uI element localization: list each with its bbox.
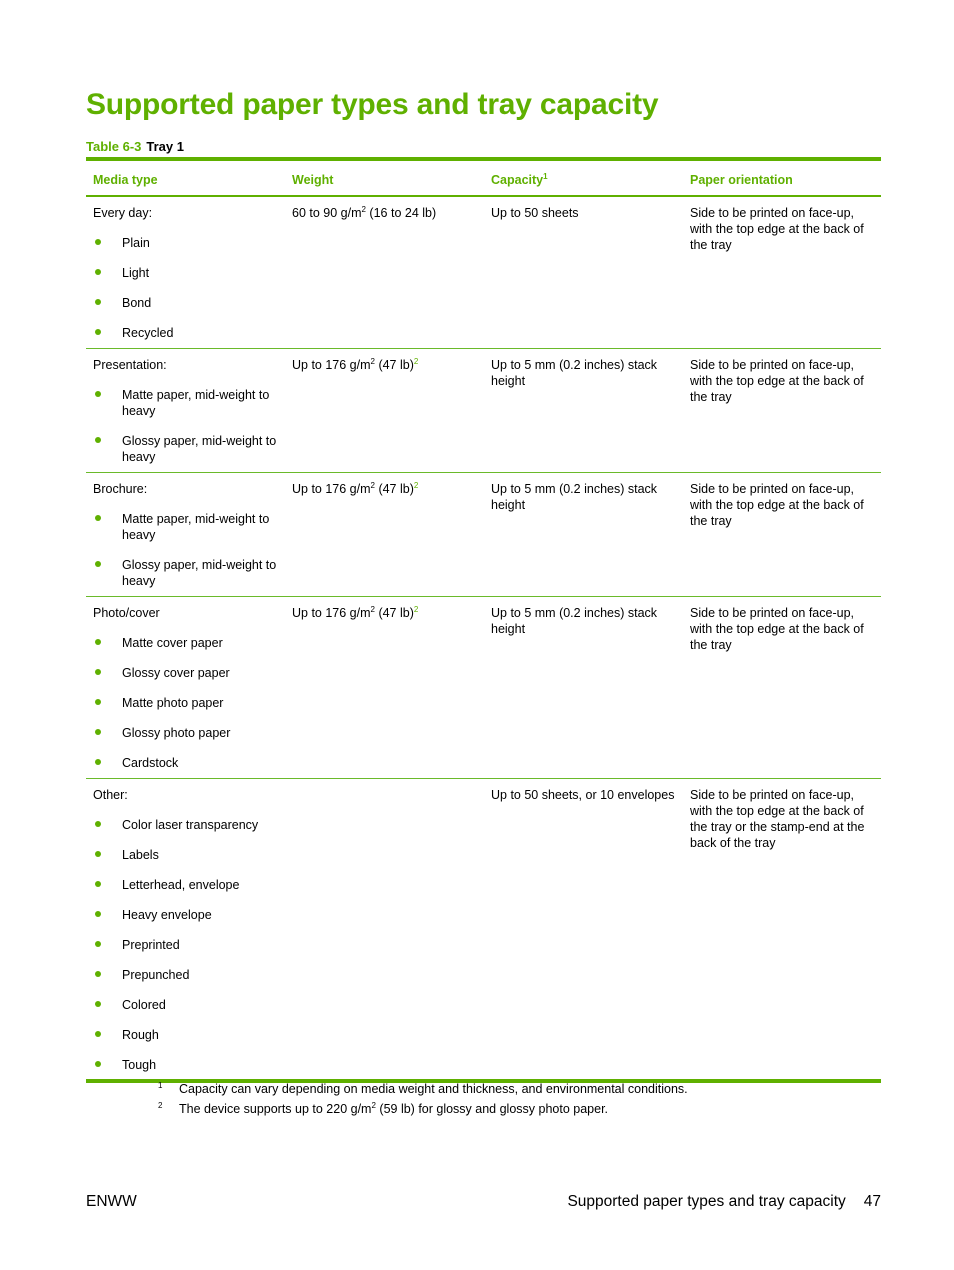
footnote-mark: 1 bbox=[158, 1081, 163, 1090]
media-item-label: Preprinted bbox=[122, 938, 180, 952]
orientation-cell: Side to be printed on face-up, with the top edge at the back of the tray bbox=[683, 349, 881, 473]
list-item bbox=[93, 725, 279, 741]
media-group-label: Presentation: bbox=[93, 358, 167, 372]
table-caption bbox=[86, 139, 184, 154]
media-group-label: Photo/cover bbox=[93, 606, 160, 620]
bullet-icon bbox=[95, 851, 101, 857]
media-list bbox=[93, 235, 279, 341]
capacity-cell: Up to 5 mm (0.2 inches) stack height bbox=[484, 473, 683, 597]
list-item bbox=[93, 665, 279, 681]
media-item-label: Matte paper, mid-weight to heavy bbox=[122, 388, 270, 418]
list-item bbox=[93, 325, 279, 341]
list-item bbox=[93, 511, 279, 543]
bullet-icon bbox=[95, 437, 101, 443]
weight-cell bbox=[285, 473, 484, 597]
list-item bbox=[93, 937, 279, 953]
list-item bbox=[93, 877, 279, 893]
bullet-icon bbox=[95, 971, 101, 977]
list-item bbox=[93, 635, 279, 651]
orientation-cell: Side to be printed on face-up, with the top edge at the back of the tray bbox=[683, 473, 881, 597]
media-list bbox=[93, 817, 279, 1073]
media-type-cell bbox=[86, 597, 285, 779]
header-paper-orientation: Paper orientation bbox=[683, 159, 881, 196]
bullet-icon bbox=[95, 639, 101, 645]
bullet-icon bbox=[95, 1001, 101, 1007]
bullet-icon bbox=[95, 1061, 101, 1067]
list-item bbox=[93, 295, 279, 311]
list-item bbox=[93, 387, 279, 419]
footnote-ref: 1 bbox=[543, 172, 548, 181]
footnote-superscript: 2 bbox=[371, 1101, 376, 1110]
list-item bbox=[93, 433, 279, 465]
weight-value: Up to 176 g/m bbox=[292, 606, 371, 620]
list-item bbox=[93, 997, 279, 1013]
orientation-cell: Side to be printed on face-up, with the top edge at the back of the tray or the stamp-end at the back of the tray bbox=[683, 779, 881, 1082]
capacity-cell: Up to 5 mm (0.2 inches) stack height bbox=[484, 349, 683, 473]
media-item-label: Glossy paper, mid-weight to heavy bbox=[122, 434, 277, 464]
bullet-icon bbox=[95, 759, 101, 765]
list-item bbox=[93, 557, 279, 589]
bullet-icon bbox=[95, 239, 101, 245]
media-type-cell bbox=[86, 473, 285, 597]
footnotes bbox=[158, 1081, 688, 1121]
media-group-label: Other: bbox=[93, 788, 128, 802]
media-item-label: Labels bbox=[122, 848, 159, 862]
media-item-label: Color laser transparency bbox=[122, 818, 259, 832]
orientation-cell: Side to be printed on face-up, with the top edge at the back of the tray bbox=[683, 196, 881, 349]
media-item-label: Glossy photo paper bbox=[122, 726, 231, 740]
page-title: Supported paper types and tray capacity bbox=[86, 88, 659, 121]
weight-superscript: 2 bbox=[370, 357, 375, 366]
media-item-label: Cardstock bbox=[122, 756, 179, 770]
media-list bbox=[93, 511, 279, 589]
bullet-icon bbox=[95, 821, 101, 827]
media-item-label: Colored bbox=[122, 998, 166, 1012]
list-item bbox=[93, 695, 279, 711]
weight-cell bbox=[285, 349, 484, 473]
media-item-label: Plain bbox=[122, 236, 150, 250]
weight-superscript: 2 bbox=[370, 481, 375, 490]
bullet-icon bbox=[95, 269, 101, 275]
footer-section-title: Supported paper types and tray capacity bbox=[567, 1193, 846, 1210]
bullet-icon bbox=[95, 1031, 101, 1037]
footnote-ref: 2 bbox=[413, 605, 419, 614]
bullet-icon bbox=[95, 669, 101, 675]
table-number: Table 6-3 bbox=[86, 139, 142, 154]
bullet-icon bbox=[95, 299, 101, 305]
weight-cell bbox=[285, 779, 484, 1082]
weight-superscript: 2 bbox=[370, 605, 375, 614]
media-item-label: Rough bbox=[122, 1028, 159, 1042]
media-item-label: Glossy paper, mid-weight to heavy bbox=[122, 558, 277, 588]
weight-cell bbox=[285, 196, 484, 349]
table-header-row bbox=[86, 159, 881, 196]
media-type-cell bbox=[86, 196, 285, 349]
header-weight: Weight bbox=[285, 159, 484, 196]
weight-value-rest: (47 lb) bbox=[374, 606, 414, 620]
table-name: Tray 1 bbox=[146, 139, 184, 154]
list-item bbox=[93, 235, 279, 251]
media-item-label: Heavy envelope bbox=[122, 908, 212, 922]
media-item-label: Light bbox=[122, 266, 150, 280]
media-item-label: Glossy cover paper bbox=[122, 666, 230, 680]
bullet-icon bbox=[95, 881, 101, 887]
media-list bbox=[93, 387, 279, 465]
weight-value-rest: (47 lb) bbox=[374, 358, 414, 372]
table-row bbox=[86, 473, 881, 597]
bullet-icon bbox=[95, 729, 101, 735]
table-row bbox=[86, 779, 881, 1082]
bullet-icon bbox=[95, 561, 101, 567]
bullet-icon bbox=[95, 699, 101, 705]
weight-value-rest: (47 lb) bbox=[374, 482, 414, 496]
list-item bbox=[93, 817, 279, 833]
list-item bbox=[93, 1027, 279, 1043]
footnote-ref: 2 bbox=[413, 357, 419, 366]
table-row bbox=[86, 597, 881, 779]
weight-value: 60 to 90 g/m bbox=[292, 206, 362, 220]
media-group-label: Brochure: bbox=[93, 482, 148, 496]
header-capacity-label: Capacity bbox=[491, 173, 544, 187]
page-number: 47 bbox=[863, 1193, 881, 1210]
media-item-label: Letterhead, envelope bbox=[122, 878, 240, 892]
orientation-cell: Side to be printed on face-up, with the top edge at the back of the tray bbox=[683, 597, 881, 779]
list-item bbox=[93, 907, 279, 923]
list-item bbox=[93, 1057, 279, 1073]
media-list bbox=[93, 635, 279, 771]
media-type-cell bbox=[86, 779, 285, 1082]
weight-value-rest: (16 to 24 lb) bbox=[365, 206, 437, 220]
footer-left: ENWW bbox=[86, 1193, 137, 1210]
media-item-label: Bond bbox=[122, 296, 152, 310]
table-row bbox=[86, 196, 881, 349]
footnote-mark: 2 bbox=[158, 1101, 163, 1110]
footnote-1 bbox=[158, 1081, 688, 1097]
list-item bbox=[93, 755, 279, 771]
media-item-label: Prepunched bbox=[122, 968, 190, 982]
list-item bbox=[93, 265, 279, 281]
footer-right bbox=[567, 1193, 881, 1211]
weight-value: Up to 176 g/m bbox=[292, 358, 371, 372]
bullet-icon bbox=[95, 329, 101, 335]
media-item-label: Matte paper, mid-weight to heavy bbox=[122, 512, 270, 542]
media-type-cell bbox=[86, 349, 285, 473]
table-row bbox=[86, 349, 881, 473]
media-item-label: Matte photo paper bbox=[122, 696, 224, 710]
bullet-icon bbox=[95, 515, 101, 521]
weight-superscript: 2 bbox=[361, 205, 366, 214]
footnote-2 bbox=[158, 1101, 688, 1117]
bullet-icon bbox=[95, 391, 101, 397]
list-item bbox=[93, 847, 279, 863]
tray-capacity-table bbox=[86, 157, 881, 1083]
footnote-text-rest: (59 lb) for glossy and glossy photo paper. bbox=[375, 1102, 609, 1116]
capacity-cell: Up to 50 sheets bbox=[484, 196, 683, 349]
bullet-icon bbox=[95, 911, 101, 917]
media-item-label: Matte cover paper bbox=[122, 636, 223, 650]
media-item-label: Tough bbox=[122, 1058, 157, 1072]
footnote-text: The device supports up to 220 g/m bbox=[179, 1102, 372, 1116]
footnote-ref: 2 bbox=[413, 481, 419, 490]
bullet-icon bbox=[95, 941, 101, 947]
weight-cell bbox=[285, 597, 484, 779]
capacity-cell: Up to 50 sheets, or 10 envelopes bbox=[484, 779, 683, 1082]
media-group-label: Every day: bbox=[93, 206, 153, 220]
header-media-type: Media type bbox=[86, 159, 285, 196]
capacity-cell: Up to 5 mm (0.2 inches) stack height bbox=[484, 597, 683, 779]
media-item-label: Recycled bbox=[122, 326, 174, 340]
footnote-text: Capacity can vary depending on media weight and thickness, and environmental conditions. bbox=[179, 1082, 688, 1096]
list-item bbox=[93, 967, 279, 983]
weight-value: Up to 176 g/m bbox=[292, 482, 371, 496]
header-capacity bbox=[484, 159, 683, 196]
